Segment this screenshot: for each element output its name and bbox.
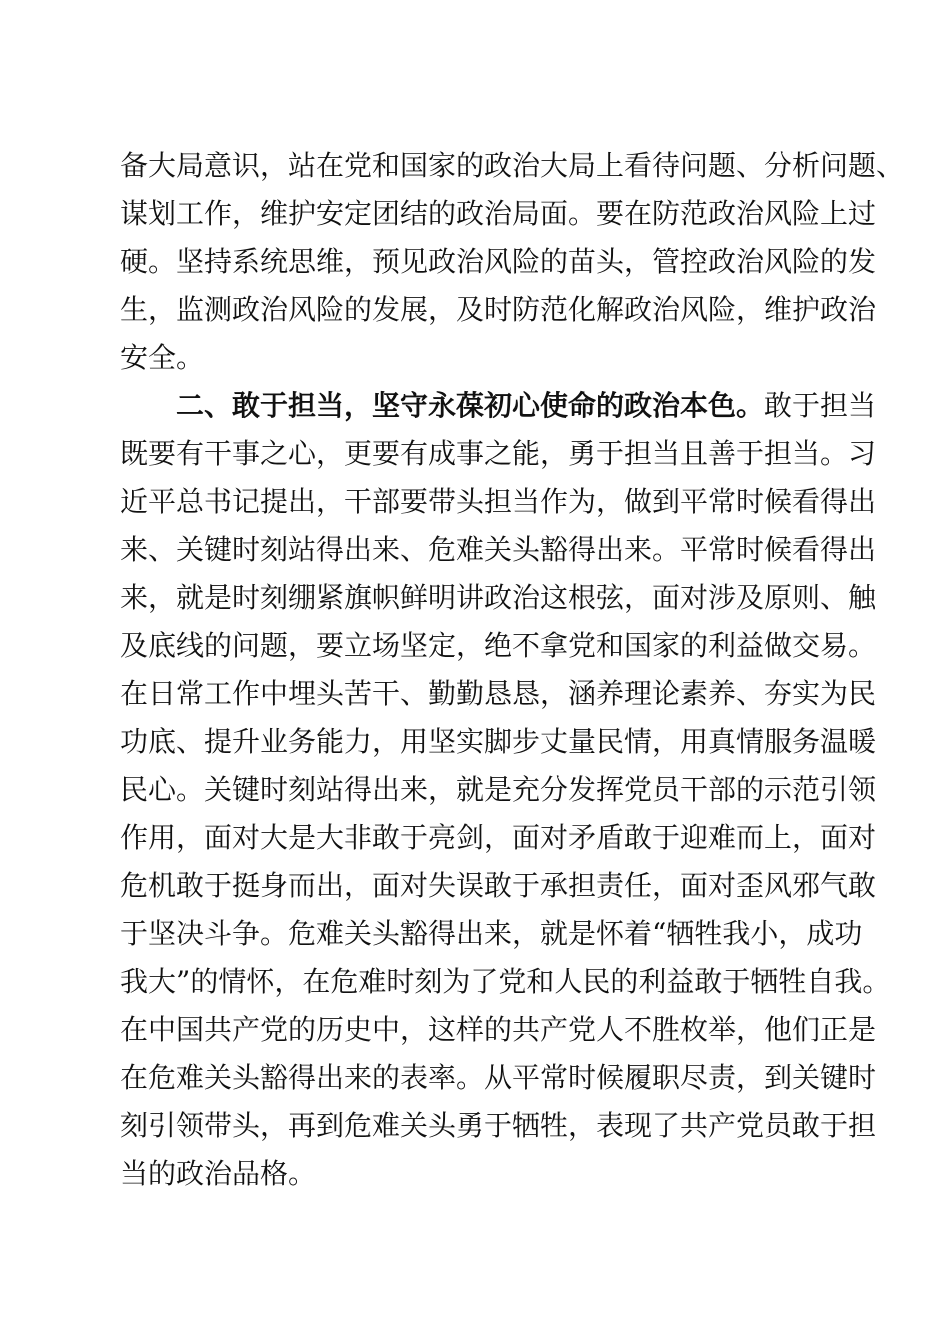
text-line: 在中国共产党的历史中，这样的共产党人不胜枚举，他们正是 bbox=[120, 1013, 877, 1046]
heading-continuation: 敢于担当 bbox=[764, 389, 877, 422]
text-line: 硬。坚持系统思维，预见政治风险的苗头，管控政治风险的发 bbox=[120, 245, 877, 278]
text-line: 来、关键时刻站得出来、危难关头豁得出来。平常时候看得出 bbox=[120, 533, 877, 566]
text-line: 谋划工作，维护安定团结的政治局面。要在防范政治风险上过 bbox=[120, 197, 877, 230]
section-heading-line bbox=[120, 383, 877, 429]
text-line: 在危难关头豁得出来的表率。从平常时候履职尽责，到关键时 bbox=[120, 1061, 877, 1094]
section-heading: 二、敢于担当，坚守永葆初心使命的政治本色。 bbox=[176, 389, 765, 422]
text-line: 作用，面对大是大非敢于亮剑，面对矛盾敢于迎难而上，面对 bbox=[120, 821, 877, 854]
text-line: 当的政治品格。 bbox=[120, 1157, 317, 1190]
text-line: 刻引领带头，再到危难关头勇于牺牲，表现了共产党员敢于担 bbox=[120, 1109, 877, 1142]
text-line: 安全。 bbox=[120, 341, 205, 374]
text-line: 生，监测政治风险的发展，及时防范化解政治风险，维护政治 bbox=[120, 293, 877, 326]
text-line: 在日常工作中埋头苦干、勤勤恳恳，涵养理论素养、夯实为民 bbox=[120, 677, 877, 710]
text-line: 近平总书记提出，干部要带头担当作为，做到平常时候看得出 bbox=[120, 485, 877, 518]
text-line: 及底线的问题，要立场坚定，绝不拿党和国家的利益做交易。 bbox=[120, 629, 877, 662]
text-line: 来，就是时刻绷紧旗帜鲜明讲政治这根弦，面对涉及原则、触 bbox=[120, 581, 877, 614]
text-line: 于坚决斗争。危难关头豁得出来，就是怀着“牺牲我小，成功 bbox=[120, 917, 863, 950]
text-line: 我大”的情怀，在危难时刻为了党和人民的利益敢于牺牲自我。 bbox=[120, 965, 891, 998]
text-line: 民心。关键时刻站得出来，就是充分发挥党员干部的示范引领 bbox=[120, 773, 877, 806]
text-line: 备大局意识，站在党和国家的政治大局上看待问题、分析问题、 bbox=[120, 149, 905, 182]
text-line: 既要有干事之心，更要有成事之能，勇于担当且善于担当。习 bbox=[120, 437, 877, 470]
text-line: 功底、提升业务能力，用坚实脚步丈量民情，用真情服务温暖 bbox=[120, 725, 877, 758]
text-line: 危机敢于挺身而出，面对失误敢于承担责任，面对歪风邪气敢 bbox=[120, 869, 877, 902]
